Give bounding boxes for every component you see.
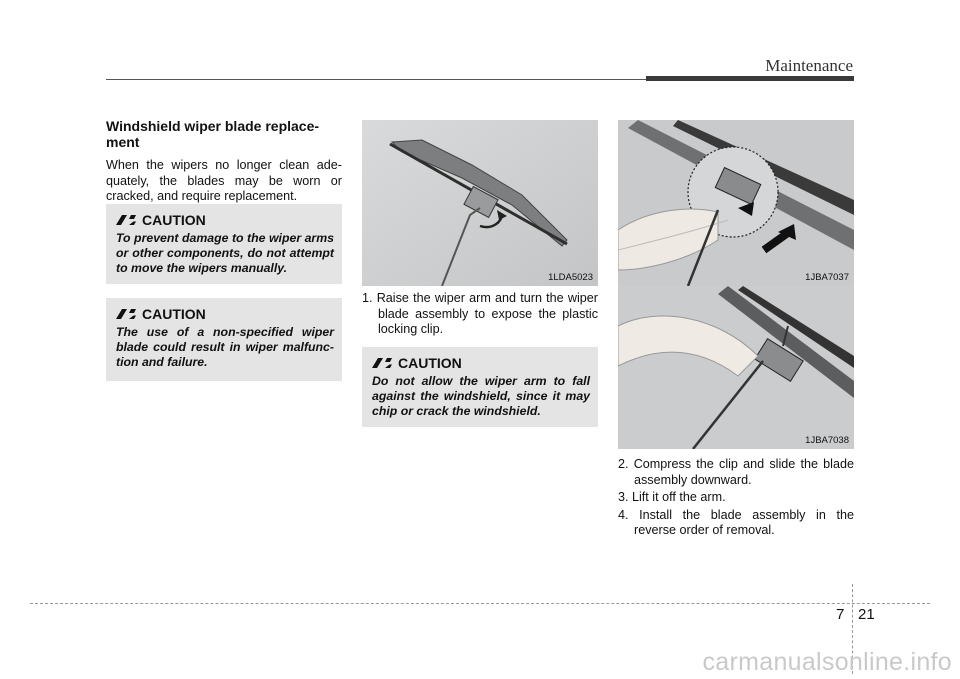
caution-text: Do not allow the wiper arm to fall against the windshield, since it may chip or crack the windshield. xyxy=(372,374,590,418)
figure-blade-slide xyxy=(618,286,854,449)
figure-clip-compress xyxy=(618,120,854,286)
page-number: 21 xyxy=(858,606,875,623)
caution-label: CAUTION xyxy=(142,212,206,228)
page-chapter-number: 7 xyxy=(836,606,845,623)
blade-slide-illustration xyxy=(618,286,854,449)
caution-label: CAUTION xyxy=(142,306,206,322)
caution-box-1 xyxy=(106,204,342,284)
column-1 xyxy=(106,118,342,205)
step-4: 4. Install the blade assembly in the reverse order of removal. xyxy=(618,507,854,537)
footer-rule xyxy=(30,603,930,604)
column-2-steps xyxy=(362,291,598,340)
caution-slash-icon xyxy=(372,358,392,368)
clip-compress-illustration xyxy=(618,120,854,286)
figure-wiper-raised xyxy=(362,120,598,286)
column-3-steps xyxy=(618,457,854,541)
caution-text: The use of a non-specified wiper blade could result in wiper malfunc-tion and failure. xyxy=(116,325,334,369)
figure-code: 1JBA7037 xyxy=(805,272,849,283)
figure-code: 1JBA7038 xyxy=(805,435,849,446)
header-rule xyxy=(106,78,854,81)
figure-code: 1LDA5023 xyxy=(548,272,593,283)
step-1: 1. Raise the wiper arm and turn the wiper blade assembly to expose the plastic locking clip. xyxy=(362,291,598,336)
caution-label: CAUTION xyxy=(398,355,462,371)
watermark-link[interactable]: carmanualsonline.info xyxy=(702,648,952,676)
caution-text: To prevent damage to the wiper arms or other components, do not attempt to move the wipers manually. xyxy=(116,231,334,275)
caution-slash-icon xyxy=(116,215,136,225)
wiper-raised-illustration xyxy=(362,120,598,286)
step-3: 3. Lift it off the arm. xyxy=(618,490,726,504)
caution-box-3 xyxy=(362,347,598,427)
section-title: Windshield wiper blade replace-ment xyxy=(106,118,320,150)
caution-box-2 xyxy=(106,298,342,381)
page-header-title: Maintenance xyxy=(765,56,853,75)
section-body: When the wipers no longer clean ade-quately, the blades may be worn or cracked, and require replacement. xyxy=(106,158,342,203)
caution-slash-icon xyxy=(116,309,136,319)
step-2: 2. Compress the clip and slide the blade assembly downward. xyxy=(618,457,854,487)
header-rule-thin xyxy=(106,79,646,80)
header-rule-thick xyxy=(646,76,854,81)
